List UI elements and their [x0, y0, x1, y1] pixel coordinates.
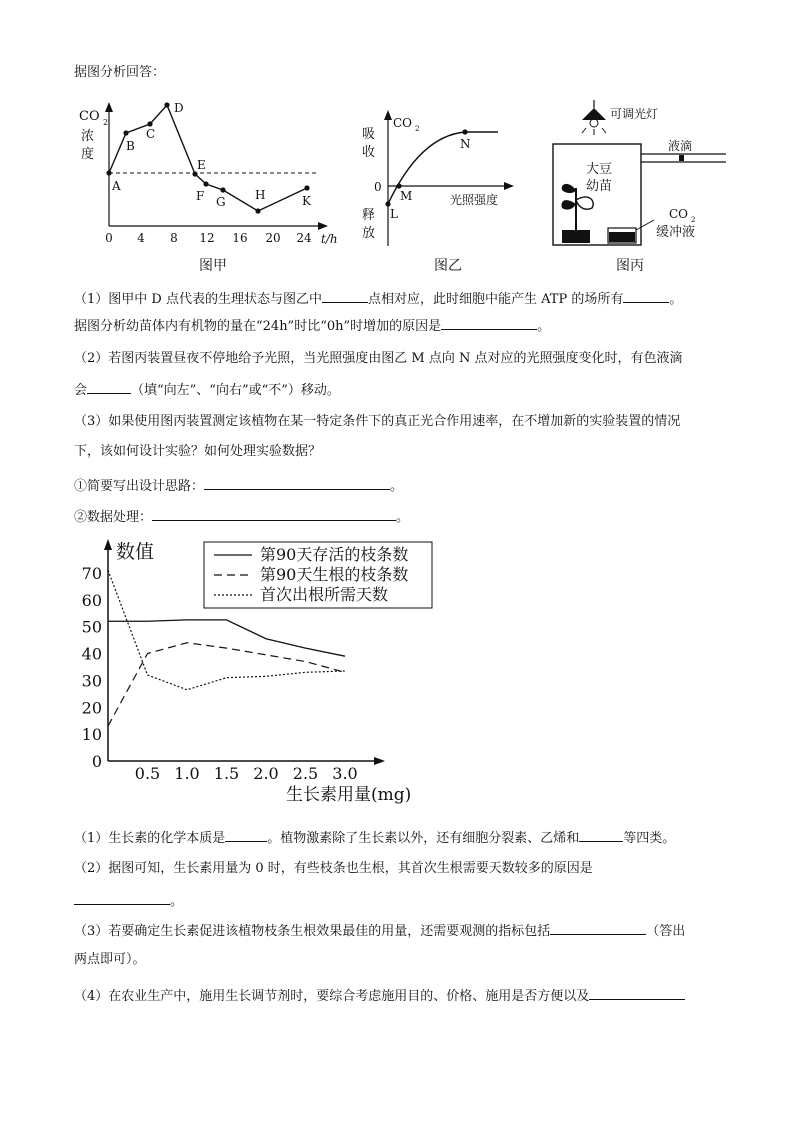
chart-series-line-1: [108, 643, 345, 726]
fig-jia-label-d: D: [174, 101, 184, 115]
fig-yi-label-co2: CO: [393, 116, 413, 130]
fig-bing-lamp-ray-3: [602, 128, 606, 133]
fig-jia-xtick-0: 0: [105, 231, 113, 245]
q4-blank-5[interactable]: [589, 986, 685, 1000]
intro-text: 据图分析回答：: [74, 65, 166, 80]
fig-jia-point-markers: [106, 102, 309, 213]
fig-jia-x-arrow: [318, 222, 328, 230]
fig-jia-dot-h: [255, 208, 260, 213]
q3-line-3: [74, 476, 403, 496]
q2-line-2: [74, 380, 340, 400]
q4-line-3: [74, 891, 183, 911]
fig-bing-plant-label-2: 幼苗: [586, 179, 613, 194]
q1-blank-3[interactable]: [441, 316, 537, 330]
q1-text-1: （1）图甲中 D 点代表的生理状态与图乙中: [74, 292, 322, 307]
q2-text-3: （填“向左”、“向右”或“不”）移动。: [131, 383, 340, 398]
fig-jia-dot-d: [164, 102, 169, 107]
fig-jia-label-f: F: [196, 189, 205, 203]
chart-x-ticks: [135, 764, 358, 783]
fig-jia-dot-c: [147, 121, 152, 126]
q4-text-6: （3）若要确定生长素促进该植物枝条生根效果最佳的用量，还需要观测的指标包括: [74, 924, 551, 939]
fig-yi-label-n: N: [460, 137, 471, 151]
fig-yi-absorb-1: 吸: [362, 127, 376, 142]
chart-xtick-label-2: 1.5: [213, 764, 240, 783]
chart-ytick-label-0: 0: [91, 752, 102, 771]
fig-bing-pot: [562, 230, 590, 243]
chart-xtick-label-5: 3.0: [332, 764, 358, 783]
q4-text-9: （4）在农业生产中，施用生长调节剂时，要综合考虑施用目的、价格、施用是否方便以及: [74, 989, 590, 1004]
fig-bing-buffer-liquid: [609, 232, 635, 242]
chart-y-arrow: [104, 539, 112, 550]
q4-line-6: [74, 986, 685, 1006]
q1-line-2: [74, 316, 550, 336]
fig-jia-xtick-16: 16: [232, 231, 248, 245]
q3-text-4: 。: [390, 479, 404, 494]
fig-bing-lamp-label: 可调光灯: [610, 107, 659, 121]
fig-jia-xtick-20: 20: [265, 231, 281, 245]
chart-ytick-label-6: 60: [81, 590, 102, 610]
q4-line-2: （2）据图可知，生长素用量为 0 时，有些枝条也生根，其首次生根需要天数较多的原因是: [74, 861, 593, 876]
q4-blank-3[interactable]: [74, 891, 170, 905]
fig-jia-xtick-24: 24: [296, 231, 312, 245]
q4-line-1: [74, 828, 675, 848]
q1-blank-2[interactable]: [623, 289, 669, 303]
fig-bing-lamp-bulb: [590, 119, 598, 127]
fig-yi-dot-m: [396, 183, 401, 188]
q1-text-3: 。: [669, 292, 683, 307]
fig-jia-label-a: A: [112, 179, 121, 193]
fig-jia-curve: [109, 105, 307, 211]
fig-jia-label-e: E: [197, 158, 206, 172]
q2-line-1: （2）若图丙装置昼夜不停地给予光照，当光照强度由图乙 M 点向 N 点对应的光照强度变化时，有色液滴: [74, 351, 683, 366]
fig-jia-dot-e: [192, 171, 197, 176]
fig-bing-plant-label-1: 大豆: [586, 162, 613, 177]
q2-text-2: 会: [74, 383, 88, 398]
chart-ylabel: 数值: [116, 541, 155, 563]
q4-line-4: [74, 921, 685, 941]
q1-text-5: 。: [537, 319, 551, 334]
fig-bing-drop-label: 液滴: [668, 139, 693, 153]
fig-yi-dot-n: [462, 129, 467, 134]
fig-jia-caption: 图甲: [199, 258, 227, 274]
chart-xtick-label-0: 0.5: [134, 764, 161, 783]
q4-text-5: 。: [170, 894, 184, 909]
chart-ytick-label-7: 70: [81, 563, 102, 583]
fig-jia-xtick-8: 8: [170, 231, 178, 245]
q4-text-7: （答出: [646, 924, 686, 939]
fig-jia-dot-k: [304, 185, 309, 190]
chart-xlabel: 生长素用量(mg): [286, 785, 412, 805]
q3-line-2: 下，该如何设计实验？如何处理实验数据？: [74, 444, 322, 459]
q3-blank-1[interactable]: [204, 476, 390, 490]
fig-yi-release-1: 释: [362, 208, 376, 223]
q3-line-4: [74, 507, 409, 527]
fig-yi-absorb-2: 收: [362, 145, 376, 160]
q4-blank-4[interactable]: [550, 921, 646, 935]
chart-ytick-label-2: 20: [81, 698, 102, 718]
fig-jia-label-g: G: [216, 195, 226, 209]
q4-blank-1[interactable]: [225, 828, 267, 842]
chart-legend-label-2: 首次出根所需天数: [260, 585, 389, 604]
fig-bing-buffer-co2: CO: [669, 207, 689, 221]
fig-bing-box: [553, 144, 641, 245]
figure-jia: [76, 98, 346, 278]
chart-ytick-label-4: 40: [81, 644, 102, 664]
fig-bing-buffer-label: 缓冲液: [656, 225, 696, 240]
fig-bing-droplet: [679, 155, 684, 161]
q3-text-3: ①简要写出设计思路：: [74, 479, 205, 494]
chart-x-arrow: [374, 757, 385, 765]
fig-jia-dot-f: [203, 181, 208, 186]
fig-jia-label-b: B: [126, 139, 135, 153]
q1-text-2: 点相对应，此时细胞中能产生 ATP 的场所有: [367, 292, 624, 307]
fig-yi-dot-l: [385, 201, 390, 206]
fig-bing-lamp-shade: [582, 108, 606, 120]
q3-line-1: （3）如果使用图丙装置测定该植物在某一特定条件下的真正光合作用速率，在不增加新的实验装置的情况: [74, 414, 681, 429]
fig-jia-label-h: H: [255, 188, 266, 202]
fig-yi-label-sub: 2: [415, 125, 420, 133]
fig-bing-buffer-pointer: [636, 220, 654, 230]
chart-legend-label-0: 第90天存活的枝条数: [260, 545, 409, 564]
figure-yi: [360, 106, 530, 276]
fig-jia-dot-g: [220, 187, 225, 192]
q4-text-3: 等四类。: [623, 831, 676, 846]
chart-ytick-label-5: 50: [81, 617, 102, 637]
fig-yi-y-arrow: [384, 110, 392, 120]
fig-bing-buffer-sub: 2: [691, 216, 696, 224]
fig-yi-zero: 0: [374, 180, 382, 194]
q2-blank-1[interactable]: [87, 380, 131, 394]
fig-yi-x-arrow: [504, 182, 514, 190]
growth-hormone-chart: [74, 534, 444, 814]
q1-blank-1[interactable]: [322, 289, 368, 303]
fig-yi-caption: 图乙: [434, 258, 462, 274]
fig-jia-dot-a: [106, 170, 111, 175]
q3-text-6: 。: [396, 510, 410, 525]
chart-ytick-label-3: 30: [81, 671, 102, 691]
fig-yi-release-2: 放: [362, 226, 376, 241]
fig-yi-label-l: L: [390, 207, 398, 221]
fig-jia-y-arrow: [105, 102, 113, 112]
fig-jia-xtick-4: 4: [137, 231, 145, 245]
q4-blank-2[interactable]: [579, 828, 623, 842]
q1-line-1: [74, 289, 682, 309]
q4-line-5: 两点即可）。: [74, 952, 146, 967]
chart-xtick-label-3: 2.0: [253, 764, 279, 783]
fig-yi-label-m: M: [400, 189, 413, 203]
fig-yi-xlabel: 光照强度: [450, 193, 499, 207]
fig-jia-ylabel-co2: CO: [79, 109, 100, 124]
q3-blank-2[interactable]: [152, 507, 396, 521]
chart-xtick-label-4: 2.5: [292, 764, 319, 783]
fig-jia-ylabel-2: 度: [81, 147, 95, 162]
q1-text-4: 据图分析幼苗体内有机物的量在“24h”时比“0h”时增加的原因是: [74, 319, 442, 334]
fig-jia-ylabel-sub: 2: [103, 118, 109, 127]
q4-text-2: 。植物激素除了生长素以外，还有细胞分裂素、乙烯和: [267, 831, 580, 846]
figure-bing: [550, 98, 730, 278]
q4-text-1: （1）生长素的化学本质是: [74, 831, 226, 846]
chart-series-line-0: [108, 620, 345, 656]
fig-jia-dot-b: [123, 130, 128, 135]
fig-jia-ylabel-1: 浓: [81, 129, 95, 144]
fig-bing-caption: 图丙: [616, 258, 644, 274]
chart-ytick-label-1: 10: [81, 725, 102, 745]
fig-jia-xunit: t/h: [321, 232, 338, 246]
fig-jia-xtick-12: 12: [199, 231, 215, 245]
fig-bing-lamp-ray-1: [582, 128, 586, 133]
chart-y-ticks: [82, 564, 102, 771]
q3-text-5: ②数据处理：: [74, 510, 153, 525]
chart-legend-label-1: 第90天生根的枝条数: [260, 565, 409, 584]
fig-jia-label-k: K: [302, 194, 311, 208]
fig-jia-label-c: C: [146, 127, 156, 141]
chart-xtick-label-1: 1.0: [174, 764, 200, 783]
